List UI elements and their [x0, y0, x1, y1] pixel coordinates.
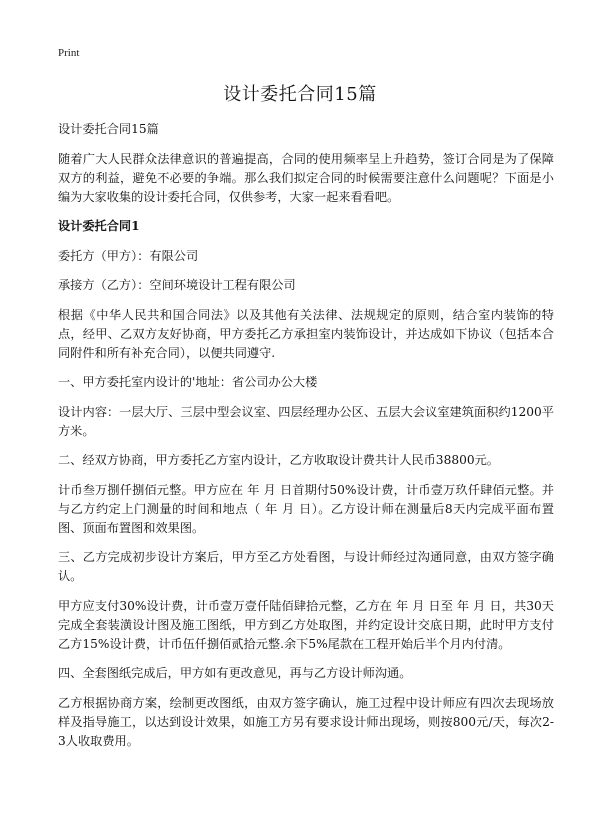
section-heading: 设计委托合同1 — [58, 219, 140, 233]
body-paragraph: 乙方根据协商方案，绘制更改图纸，由双方签字确认，施工过程中设计师应有四次去现场放样及指导施工，以达到设计效果，如施工方另有要求设计师出现场，则按800元/天，每次2-3人收取费用。 — [58, 695, 554, 748]
document-subtitle: 设计委托合同15篇 — [58, 122, 159, 136]
body-paragraph: 设计内容：一层大厅、三层中型会议室、四层经理办公区、五层大会议室建筑面积约1200平方米。 — [58, 404, 554, 438]
document-body — [58, 120, 554, 751]
party-a-line: 委托方（甲方）：有限公司 — [58, 248, 199, 263]
body-paragraph: 甲方应支付30%设计费，计币壹万壹仟陆佰肆拾元整，乙方在 年 月 日至 年 月 日，共30天完成全套装潢设计图及施工图纸，甲方到乙方处取图，并约定设计交底日期，此时甲方支付乙方15%设计费，计币伍仟捌佰贰拾元整.余下5%尾款在工程开始后半个月内付清。 — [58, 598, 554, 651]
body-paragraph: 三、乙方完成初步设计方案后，甲方至乙方处看图，与设计师经过沟通同意，由双方签字确认。 — [58, 550, 554, 583]
body-paragraph: 根据《中华人民共和国合同法》以及其他有关法律、法规规定的原则，结合室内装饰的特点，经甲、乙双方友好协商，甲方委托乙方承担室内装饰设计，并达成如下协议（包括本合同附件和所有补充合同），以便共同遵守. — [58, 307, 554, 360]
body-paragraph: 计币叁万捌仟捌佰元整。甲方应在 年 月 日首期付50%设计费，计币壹万玖仟肆佰元整。并与乙方约定上门测量的时间和地点（ 年 月 日）。乙方设计师在测量后8天内完成平面布置图、顶面布置图和效果图。 — [58, 482, 554, 535]
print-label: Print — [58, 47, 80, 59]
intro-paragraph: 随着广大人民群众法律意识的普遍提高，合同的使用频率呈上升趋势，签订合同是为了保障双方的利益，避免不必要的争端。那么我们拟定合同的时候需要注意什么问题呢？下面是小编为大家收集的设计委托合同，仅供参考，大家一起来看看吧。 — [58, 151, 554, 204]
body-paragraph: 一、甲方委托室内设计的'地址：省公司办公大楼 — [58, 375, 318, 389]
body-paragraph: 二、经双方协商，甲方委托乙方室内设计，乙方收取设计费共计人民币38800元。 — [58, 453, 499, 467]
page-title: 设计委托合同15篇 — [223, 84, 377, 105]
party-b-line: 承接方（乙方）：空间环境设计工程有限公司 — [58, 278, 296, 292]
body-paragraph: 四、全套图纸完成后，甲方如有更改意见，再与乙方设计师沟通。 — [58, 666, 412, 680]
